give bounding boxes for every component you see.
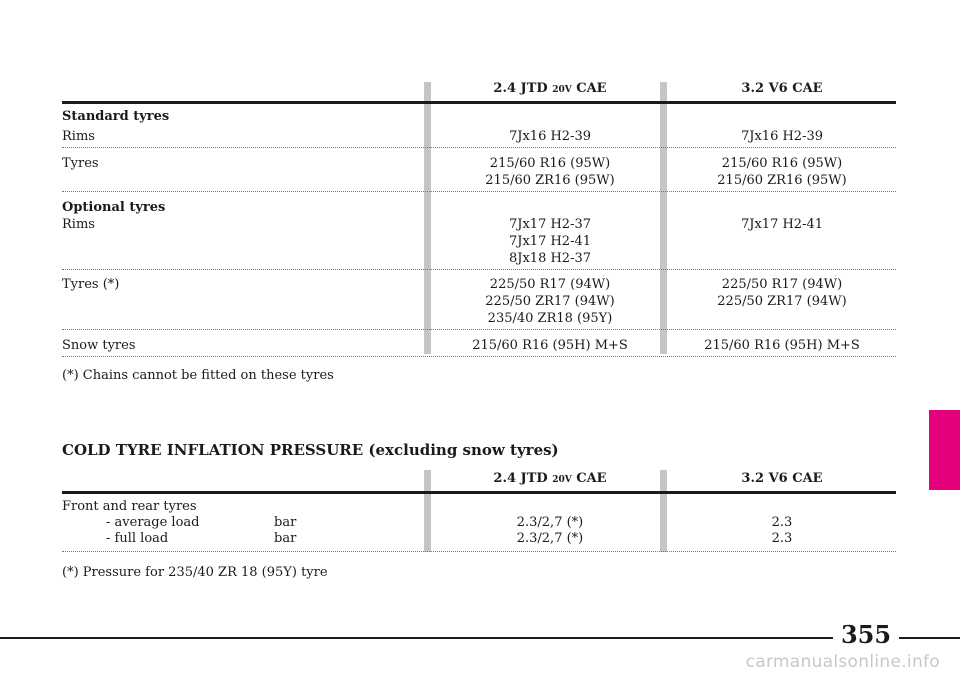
cell-tyres-v6-2: 215/60 ZR16 (95W) [717, 173, 847, 188]
cell-snow-v6: 215/60 R16 (95H) M+S [704, 338, 860, 353]
cell-opt-tyres-jtd-1: 225/50 R17 (94W) [489, 277, 611, 292]
cell-average-v6: 2.3 [771, 515, 793, 530]
cell-opt-rims-v6: 7Jx17 H2-41 [740, 217, 824, 232]
header-rule [62, 101, 896, 104]
row-label-rims: Rims [62, 129, 95, 144]
row-divider [62, 147, 896, 148]
column-divider-bar [424, 470, 431, 552]
row-divider [62, 269, 896, 270]
unit-bar-full: bar [274, 531, 297, 546]
pressure-title: COLD TYRE INFLATION PRESSURE (excluding snow tyres) [62, 441, 559, 459]
row-divider [62, 191, 896, 192]
cell-opt-rims-jtd-3: 8Jx18 H2-37 [508, 251, 592, 266]
section-tab [929, 410, 960, 490]
section-standard-tyres: Standard tyres [62, 109, 170, 124]
cell-average-jtd: 2.3/2,7 (*) [516, 515, 584, 530]
cell-opt-tyres-v6-2: 225/50 ZR17 (94W) [717, 294, 847, 309]
cell-full-v6: 2.3 [771, 531, 793, 546]
table-header-2-4-jtd [440, 80, 660, 99]
section-optional-tyres: Optional tyres [62, 200, 166, 215]
footer-rule [0, 637, 960, 639]
cell-snow-jtd: 215/60 R16 (95H) M+S [472, 338, 628, 353]
footnote-chains: (*) Chains cannot be fitted on these tyres [62, 368, 334, 383]
row-divider [62, 356, 896, 357]
header-suffix-text: CAE [576, 81, 607, 96]
unit-bar-average: bar [274, 515, 297, 530]
cell-rims-v6: 7Jx16 H2-39 [740, 129, 824, 144]
cell-full-jtd: 2.3/2,7 (*) [516, 531, 584, 546]
cell-opt-tyres-jtd-3: 235/40 ZR18 (95Y) [487, 311, 613, 326]
label-full-load: - full load [106, 531, 169, 546]
header-suffix-text: CAE [576, 471, 607, 486]
pressure-header-3-2-v6: 3.2 V6 CAE [741, 471, 823, 486]
row-divider [62, 329, 896, 330]
header-valve-text: 20V [552, 85, 572, 95]
table-header-3-2-v6: 3.2 V6 CAE [741, 81, 823, 96]
cell-tyres-jtd-2: 215/60 ZR16 (95W) [485, 173, 615, 188]
cell-opt-tyres-jtd-2: 225/50 ZR17 (94W) [485, 294, 615, 309]
header-model-text: 2.4 JTD [493, 471, 548, 486]
watermark: carmanualsonline.info [745, 652, 940, 672]
cell-rims-jtd: 7Jx16 H2-39 [508, 129, 592, 144]
cell-opt-rims-jtd-2: 7Jx17 H2-41 [508, 234, 592, 249]
cell-opt-tyres-v6-1: 225/50 R17 (94W) [721, 277, 843, 292]
header-valve-text: 20V [552, 475, 572, 485]
row-label-optional-rims: Rims [62, 217, 95, 232]
page-number: 355 [833, 621, 899, 649]
pressure-header-2-4-jtd [440, 470, 660, 489]
cell-tyres-jtd-1: 215/60 R16 (95W) [489, 156, 611, 171]
column-divider-bar [660, 82, 667, 354]
header-model-text: 2.4 JTD [493, 81, 548, 96]
column-divider-bar [424, 82, 431, 354]
label-average-load: - average load [106, 515, 200, 530]
footnote-pressure: (*) Pressure for 235/40 ZR 18 (95Y) tyre [62, 565, 328, 580]
column-divider-bar [660, 470, 667, 552]
row-label-optional-tyres: Tyres (*) [62, 277, 120, 292]
row-label-front-rear: Front and rear tyres [62, 499, 197, 514]
cell-opt-rims-jtd-1: 7Jx17 H2-37 [508, 217, 592, 232]
header-rule [62, 491, 896, 494]
row-label-snow-tyres: Snow tyres [62, 338, 136, 353]
row-label-tyres: Tyres [62, 156, 99, 171]
cell-tyres-v6-1: 215/60 R16 (95W) [721, 156, 843, 171]
row-divider [62, 551, 896, 552]
